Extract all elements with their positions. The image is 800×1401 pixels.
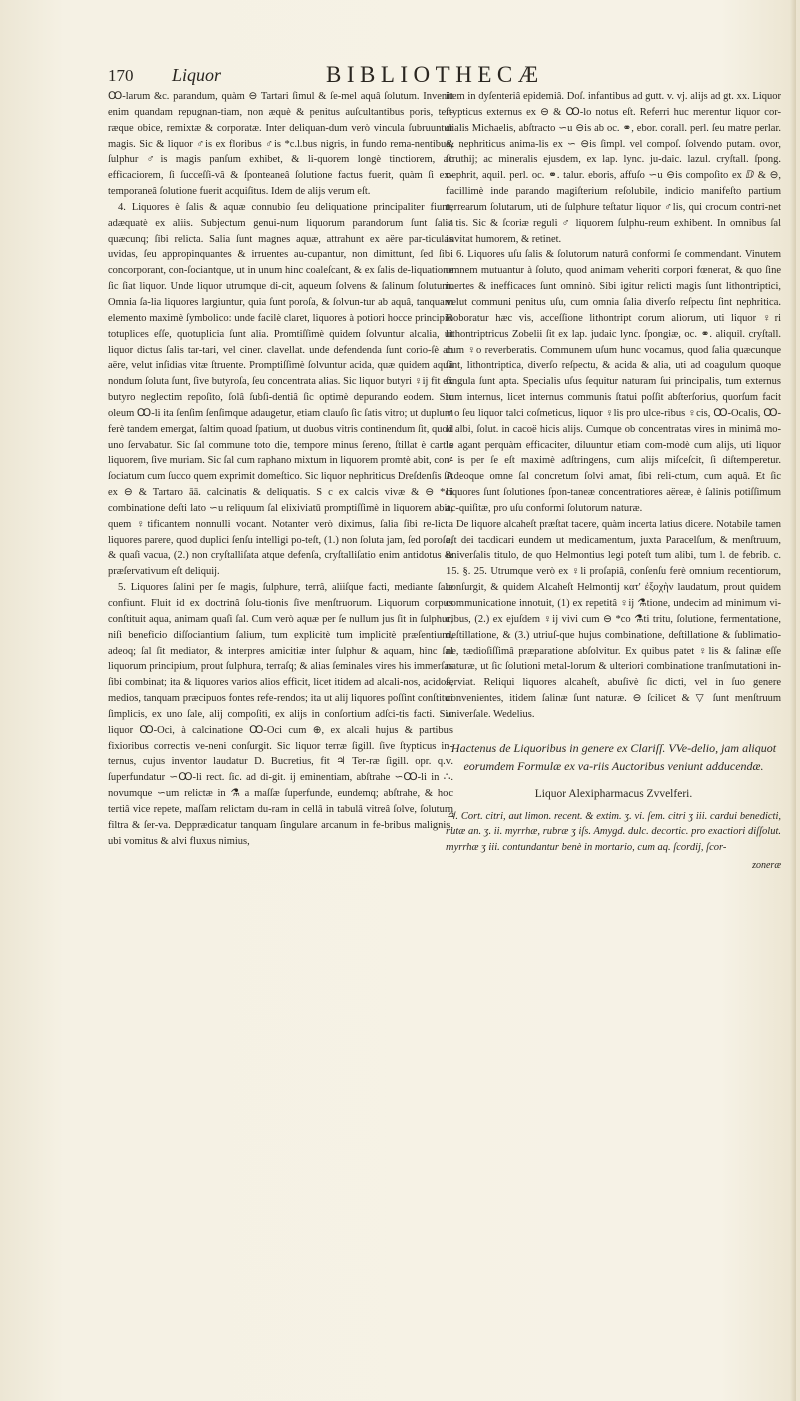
page-header bbox=[108, 62, 768, 92]
left-column bbox=[108, 89, 453, 850]
paragraph: 5. Liquores ſalini per ſe magis, ſulphure, terrâ, aliiſque facti, mediante ſale confiunt. Fluit id ex doctrinâ ſolu-tionis ſive menſtruorum. Liquorum corpus conſtituit aqua, animam quaſi ſal. Cum verò aquæ per ſe nullum jus ſit in ſulphur, niſi beneficio diſſociantium ſalium, tum explicitè tum implicitè præſentium, adeoq; ſal ſit mediator, & interpres amicitiæ inter ſulphur & aquam, hinc ſal liquorum principium, prout ſulphura, terraſq; & alias ſeminales vires his immerſas ſibi combinat; ita & liquores varios alios efficit, licet itidem ad alcali-nos, acidos, medios, tanquam præcipuos fontes refe-rendos; ita ut alij liquores poſſint conſtitui ſimplicis, ex uno ſale, alij compoſiti, ex alijs in conſortium adſci-tis facti. Sic liquor Ꝏ-Oci, à calcinatione Ꝏ-Oci cum ⊕, ex alcali hujus & partibus fixioribus correctis ve-neni conſurgit. Sic liquor terræ ſigill. ſive ſtypticus in-ternus, cujus inventor laudatur D. Bucretius, fit ♃ Ter-ræ ſigill. opr. q.v. ſuperfundatur ∽Ꝏ-li rect. ſic. ad di-git. ij eminentiam, abſtrahe ∽Ꝏ-li in ∴. novumque ∽um relictæ in ⚗ a maſſæ ſuperfunde, eundemq; abſtrahe, & hoc tertiâ vice repete, maſſam relictam du-ram in cellâ in tabulâ vitreâ ſolve, ſolutum filtra & ſer-va. Depprædicatur tanquam ſingulare arcanum in fe-bribus malignis, ubi vomitus & alvi fluxus nimius, bbox=[108, 582, 453, 847]
page-number: 170 bbox=[108, 66, 134, 85]
right-column bbox=[446, 89, 781, 874]
catchword: zoneræ bbox=[752, 859, 781, 871]
paragraph: De liquore alcaheſt præſtat tacere, quàm incerta latius dicere. Notabile tamen eſt dei tacdicari eundem ut medicamentum, juxta Paracelſum, & menſtruum, univerſalis titulo, de quo Helmontius legi poteſt tum alibi, tum l. de febrib. c. 15. §. 25. Utrumque verò ex ♀li proſapiâ, conſenſu ferè omnium recentiorum, conſurgit, & quidem Alcaheſt Helmontij κατ' ἐξοχὴν laudatum, prout quidem communicatione innotuit, (1) ex repetitâ ♀ij ⚗tione, undecim ad minimum vi-cibus, (2.) ex ejuſdem ♀ij vivi cum ⊖ *co ⚗ti tritu, ſolutione, fermentatione, deſtillatione, & (3.) utriuſ-que hujus combinatione, deſtillatione & ſublimatio-ne, tædioſiſſimâ præparatione abſolvitur. Ex quibus patet ♀lis & ſalinæ eſſe naturæ, ut ſic ſolutioni metal-lorum & ulteriori combinatione tranſmutationi in-ſerviat. Reliqui liquores alcaheſt, abuſivè ſic dicti, vel in ſuo genere convenientes, itidem ſalinæ ſunt naturæ. ⊖ ſcilicet & ▽ ſunt menſtruum univerſale. Wedelius. bbox=[446, 518, 781, 720]
page-title: BIBLIOTHECÆ bbox=[326, 62, 544, 87]
paragraph: item in dyſenteriâ epidemiâ. Doſ. infantibus ad gutt. v. vj. alijs ad gt. xx. Liquor ſtypticus externus ex ⊖ & Ꝏ-lo notus eſt. Referri huc merentur liquor cor-dialis Michaelis, abſtracto ∽u ⊖is ab oc. ⚭, ebor. corall. perl. ſeu matre perlar. & nephriticus anima-lis ex ∽ ⊖is ſimpl. vel compoſ. ſolvendo putam. ovor, ſtruthij; ac mineralis ejusdem, ex lap. lync. ju-daic. lazul. cryſtall. ſpong. nephrit, aquil. perl. oc. ⚭. talur. eboris, affuſo ∽u ⊖is compoſito ex ⅅ & ⊖, facillimè inde parando magiſterium reſolubile, indicio manifeſto partium terrearum ſolutarum, uti de ſulphure teſtatur liquor ♂lis, qui crocum contri-net ♂tis. Sic & ſcoriæ reguli ♂ liquorem ſulphu-reum exhibent. In omnibus ſal invitat humorem, & retinet. bbox=[446, 91, 781, 245]
paragraph: 6. Liquores uſu ſalis & ſolutorum naturâ conformi ſe commendant. Vinutem omnem mutuantur à ſoluto, quod animam veheriti corpori fœnerat, & quo ſine inertes & inefficaces ſunt omninò. Sibi igitur relicti magis ſunt lithontriptici, velut communi penitus uſu, cum omnia ſalia diverſo reſpectu ſint nephritica. Roboratur hæc vis, acceſſione lithontript corum aliorum, uti liquor ♀ri lithontriptricus Zobelii ſit ex lap. judaic lync. ſpongiæ, oc. ⚭. aliquil. cryſtall. cum ♀o reverberatis. Communem uſum hunc vocamus, quod ſalia quæcunque ſint, lithontriptica, diverſo reſpectu, & acida & alia, uti ad coagulum quoque ſingula ſunt apta. Specialis uſus ſequitur naturam ſui principalis, tum externus tum internus, licet internus communis ſtatui poſſit abſterſorius, quorſum facit ♂o ſeu liquor talci coſmeticus, liquor ♀lis pro ulce-ribus ♀cis, Ꝏ-Ocalis, Ꝏ-li albi, ſolut. in cacoë hicis alijs. Cumque ob concentratas vires in minimâ mo-le agant perquàm efficaciter, diluuntur etiam com-modè cum alijs, uti liquor ♂is per ſe eſt maximè adſtringens, cum alijs miſceſcit, ſi diſtemperetur. Adeoque omne ſal concretum ſolvi amat, ſibi reli-ctum, cum aquâ. Et ſic liquores ſunt ſolutiones ſpon-taneæ concentratiores aëreæ, è ſalinis potiſſimum ac-quiſitæ, pro uſu conformi ſolutorum naturæ. bbox=[446, 249, 781, 514]
recipe-text: ♃. Cort. citri, aut limon. recent. & extim. ʒ. vi. ſem. citri ʒ iii. cardui benedicti, rutæ an. ʒ. ii. myrrhæ, rubræ ʒ iſs. Amygd. dulc. decortic. pro exactiori diſſolut. myrrhæ ʒ iii. contundantur benè in mortario, cum aq. ſcordij, ſcor- bbox=[446, 810, 781, 854]
paragraph: 4. Liquores è ſalis & aquæ connubio ſeu deliquatione principaliter fiunt, adæquatè ex aliis. Subjectum genui-num liquorum parandorum ſunt ſalia quæcunq; ſibi relicta. Salia ſunt magnes aquæ, attrahunt ex aëre par-ticulas uvidas, ſeu appropinquantes & irruentes au-cupantur, non dimittunt, ſed ſibi concorporant, con-ſociantque, ut in unum hinc coaleſcant, & ex ſalis de-liquatione ſic ſiat liquor. Unde liquor utrumque di-cit, aqueum ſolvens & ſalinum ſolutum. Omnia ſa-lia liquores largiuntur, quia ſunt poroſa, & ſolvun-tur ab aquâ, tanquam elemento maximè ſymbolico: unde facilè claret, liquores à potiori hocce principio totuplices eſſe, quotuplicia ſunt alia. Promtiſſimè quidem ſolvuntur alcalia, ut liquor dictus ſalis tar-tari, vel ciner. clavellat. unde defendenda ſunt corio-ſè ab aëre, velut inſidias vitæ ſtruente. Promptiſſimè ſolvuntur acida, quæ quidem aquâ nondum ſoluta ſunt, ſive butyroſa, ſeu concentrata alias. Sic liquor butyri ♀ij fit ex butyro neglectim repoſito, ſolâ ſubſi-dentiâ ſic optimè depurando eodem. Sic oleum Ꝏ-li ita ſenſim ſenſimque adaugetur, etiam clauſo ſic ſatis vitro; ut duplum ferè tandem emergat, ſaltim quoad ſpatium, ut duobus vitris continendum ſit, quod uno ſervabatur. Sic ſal commune toto die, tempore minus ſereno, ſtillat è cartis liquorem, ſive muriam. Sic ſal cum raphano mixtum in liquorem promtè abit, con-ſociatum cum ſucco quem exprimit domeſtico. Sic liquor nephriticus Dreſdenſis ſit ex ⊖ & Tartaro āā. calcinatis & deliquatis. S c ex calcis vivæ & ⊖ *ci combinatione deſti lato ∽u reliquum ſal elixiviatū promptiſſimè in liquorem abit, quem ♀tificantem nonnulli vocant. Notanter verò diximus, ſalia ſibi re-licta liquores parere, quod duplici ſenſu intelligi po-teſt, (1.) non ſoluta jam, ſed poroſa, & quaſi vacua, (2.) non cryſtalliſata atque defenſa, cryſtalliſatio enim antidotus & præſervativum eſt deliquij. bbox=[108, 201, 453, 578]
section-heading: Hactenus de Liquoribus in genere ex Clariſſ. VVe-delio, jam aliquot eorumdem Formulæ ex va-riis Auctoribus veniunt adducendæ. bbox=[450, 740, 777, 773]
paragraph: Ꝏ-larum &c. parandum, quàm ⊖ Tartari ſimul & ſe-mel aquâ ſolutum. Invenit enim quandam repugnan-tiam, non æquè & penitus auſcultantibus poris, ter-ræque obice, remixtæ & corporatæ. Inter deliquan-dum verò vincula ſubruuntur magis. Sic & liquor ♂is ex floribus ♂is *c.l.bus nigris, in fundo rema-nentibus, ſulphur ♂is magis panſum exhibet, & li-quorem longè tinctiorem, ac efficaciorem, ſi ſucceſſi-vâ & ſponteaneâ ſolutione factus fuerit, quàm ſi ex-temporaneâ ſolutione fuerit acquiſitus. Idem de alijs verum eſt. bbox=[108, 91, 453, 198]
running-head: Liquor bbox=[172, 65, 222, 85]
recipe-title: Liquor Alexipharmacus Zvvelferi. bbox=[534, 787, 693, 800]
page-edge bbox=[790, 0, 796, 1401]
